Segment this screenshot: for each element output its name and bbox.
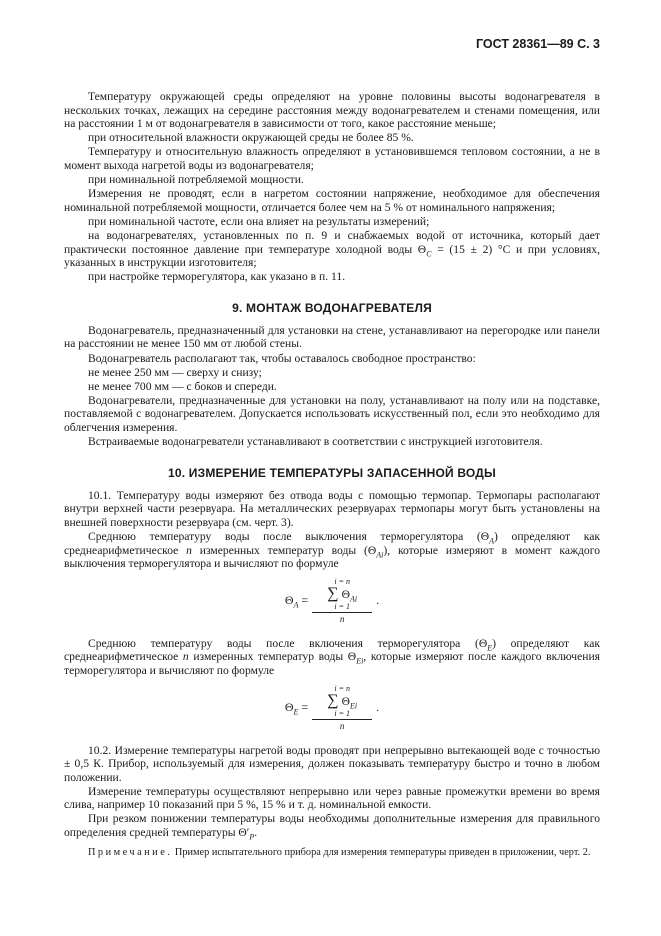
section-10-text-3	[64, 744, 600, 860]
section-10-text-1	[64, 489, 600, 571]
paragraph: Водонагреватели, предназначенные для установки на полу, устанавливают на полу или на подставке, поставляемой с водонагревателем. Допускается использовать искусственный пол, если это необходимо для облегчения измерения.	[64, 393, 600, 434]
paragraph: при номинальной потребляемой мощности.	[88, 173, 304, 187]
paragraph: на водонагревателях, установленных по п. 9 и снабжаемых водой от источника, который дает практически постоянное давление при температуре холодной воды $\Theta_C = (15 \pm 2)$ °С и при условиях, указанных в инструкции изготовителя;	[64, 228, 600, 270]
paragraph: при настройке терморегулятора, как указано в п. 11.	[88, 270, 346, 284]
formula-theta-a: $\Theta_A$ = i = n ∑ $\Theta_{Ai}$ i = 1 n .	[284, 576, 380, 624]
paragraph: 10.1. Температуру воды измеряют без отвода воды с помощью термопар. Термопары располагают внутри верхней части резервуара. На металлических резервуарах термопары могут быть установлены на внешней поверхности резервуара (см. черт. 3).	[64, 488, 600, 529]
section-9-text	[64, 324, 600, 449]
paragraph: При резком понижении температуры воды необходимы дополнительные измерения для правильного определения средней температуры $\Theta'_P$.	[64, 812, 600, 842]
paragraph: при номинальной частоте, если она влияет на результаты измерений;	[88, 214, 430, 228]
note: Примечание. Пример испытательного прибора для измерения температуры приведен в приложении, черт. 2.	[88, 846, 591, 858]
section-10-text-2	[64, 637, 600, 678]
paragraph: Встраиваемые водонагреватели устанавливают в соответствии с инструкцией изготовителя.	[88, 435, 543, 449]
page-header: ГОСТ 28361—89 С. 3	[475, 37, 600, 51]
paragraph: Температуру окружающей среды определяют на уровне половины высоты водонагревателя в нескольких точках, лежащих на середине расстояния между водонагревателем и стенами помещения, или на расстоянии 1 м от водонагревателя в зависимости от того, какое расстояние меньше;	[64, 90, 600, 131]
formula-theta-e: $\Theta_E$ = i = n ∑ $\Theta_{Ei}$ i = 1 n .	[284, 683, 380, 731]
paragraph: Среднюю температуру воды после выключения терморегулятора $(\Theta_A)$ определяют как среднеарифметическое n измеренных температур воды $(\Theta_{Ai})$, которые измеряют в момент каждого выключения терморегулятора и вычисляют по формуле	[64, 529, 600, 571]
paragraph: не менее 250 мм — сверху и снизу;	[88, 365, 262, 379]
paragraph: Среднюю температуру воды после включения терморегулятора $(\Theta_E)$ определяют как среднеарифметическое n измеренных температур воды $\Theta_{Ei}$, которые измеряют после каждого включения терморегулятора и вычисляют по формуле	[64, 636, 600, 677]
paragraph: не менее 700 мм — с боков и спереди.	[88, 379, 277, 393]
intro-text	[64, 90, 600, 284]
paragraph: Измерения не проводят, если в нагретом состоянии напряжение, необходимое для обеспечения номинальной потребляемой мощности, отличается более чем на 5 % от номинального напряжения;	[64, 187, 600, 214]
section-10-title: 10. ИЗМЕРЕНИЕ ТЕМПЕРАТУРЫ ЗАПАСЕННОЙ ВОДЫ	[167, 465, 496, 480]
paragraph: Температуру и относительную влажность определяют в установившемся тепловом состоянии, а не в момент выхода нагретой воды из водонагревателя;	[64, 145, 600, 172]
paragraph: Водонагреватель располагают так, чтобы оставалось свободное пространство:	[88, 351, 476, 365]
paragraph: 10.2. Измерение температуры нагретой воды проводят при непрерывно вытекающей воде с точностью ± 0,5 К. Прибор, используемый для измерения, должен показывать температуру быстро и точно в любом положении.	[64, 743, 600, 784]
paragraph: Водонагреватель, предназначенный для установки на стене, устанавливают на перегородке или панели на расстоянии не менее 150 мм от любой стены.	[64, 323, 600, 351]
section-9-title: 9. МОНТАЖ ВОДОНАГРЕВАТЕЛЯ	[232, 300, 432, 315]
paragraph: при относительной влажности окружающей среды не более 85 %.	[88, 131, 414, 145]
paragraph: Измерение температуры осуществляют непрерывно или через равные промежутки времени во время слива, например 10 показаний при 5 %, 15 % и т. д. номинальной емкости.	[64, 784, 600, 812]
